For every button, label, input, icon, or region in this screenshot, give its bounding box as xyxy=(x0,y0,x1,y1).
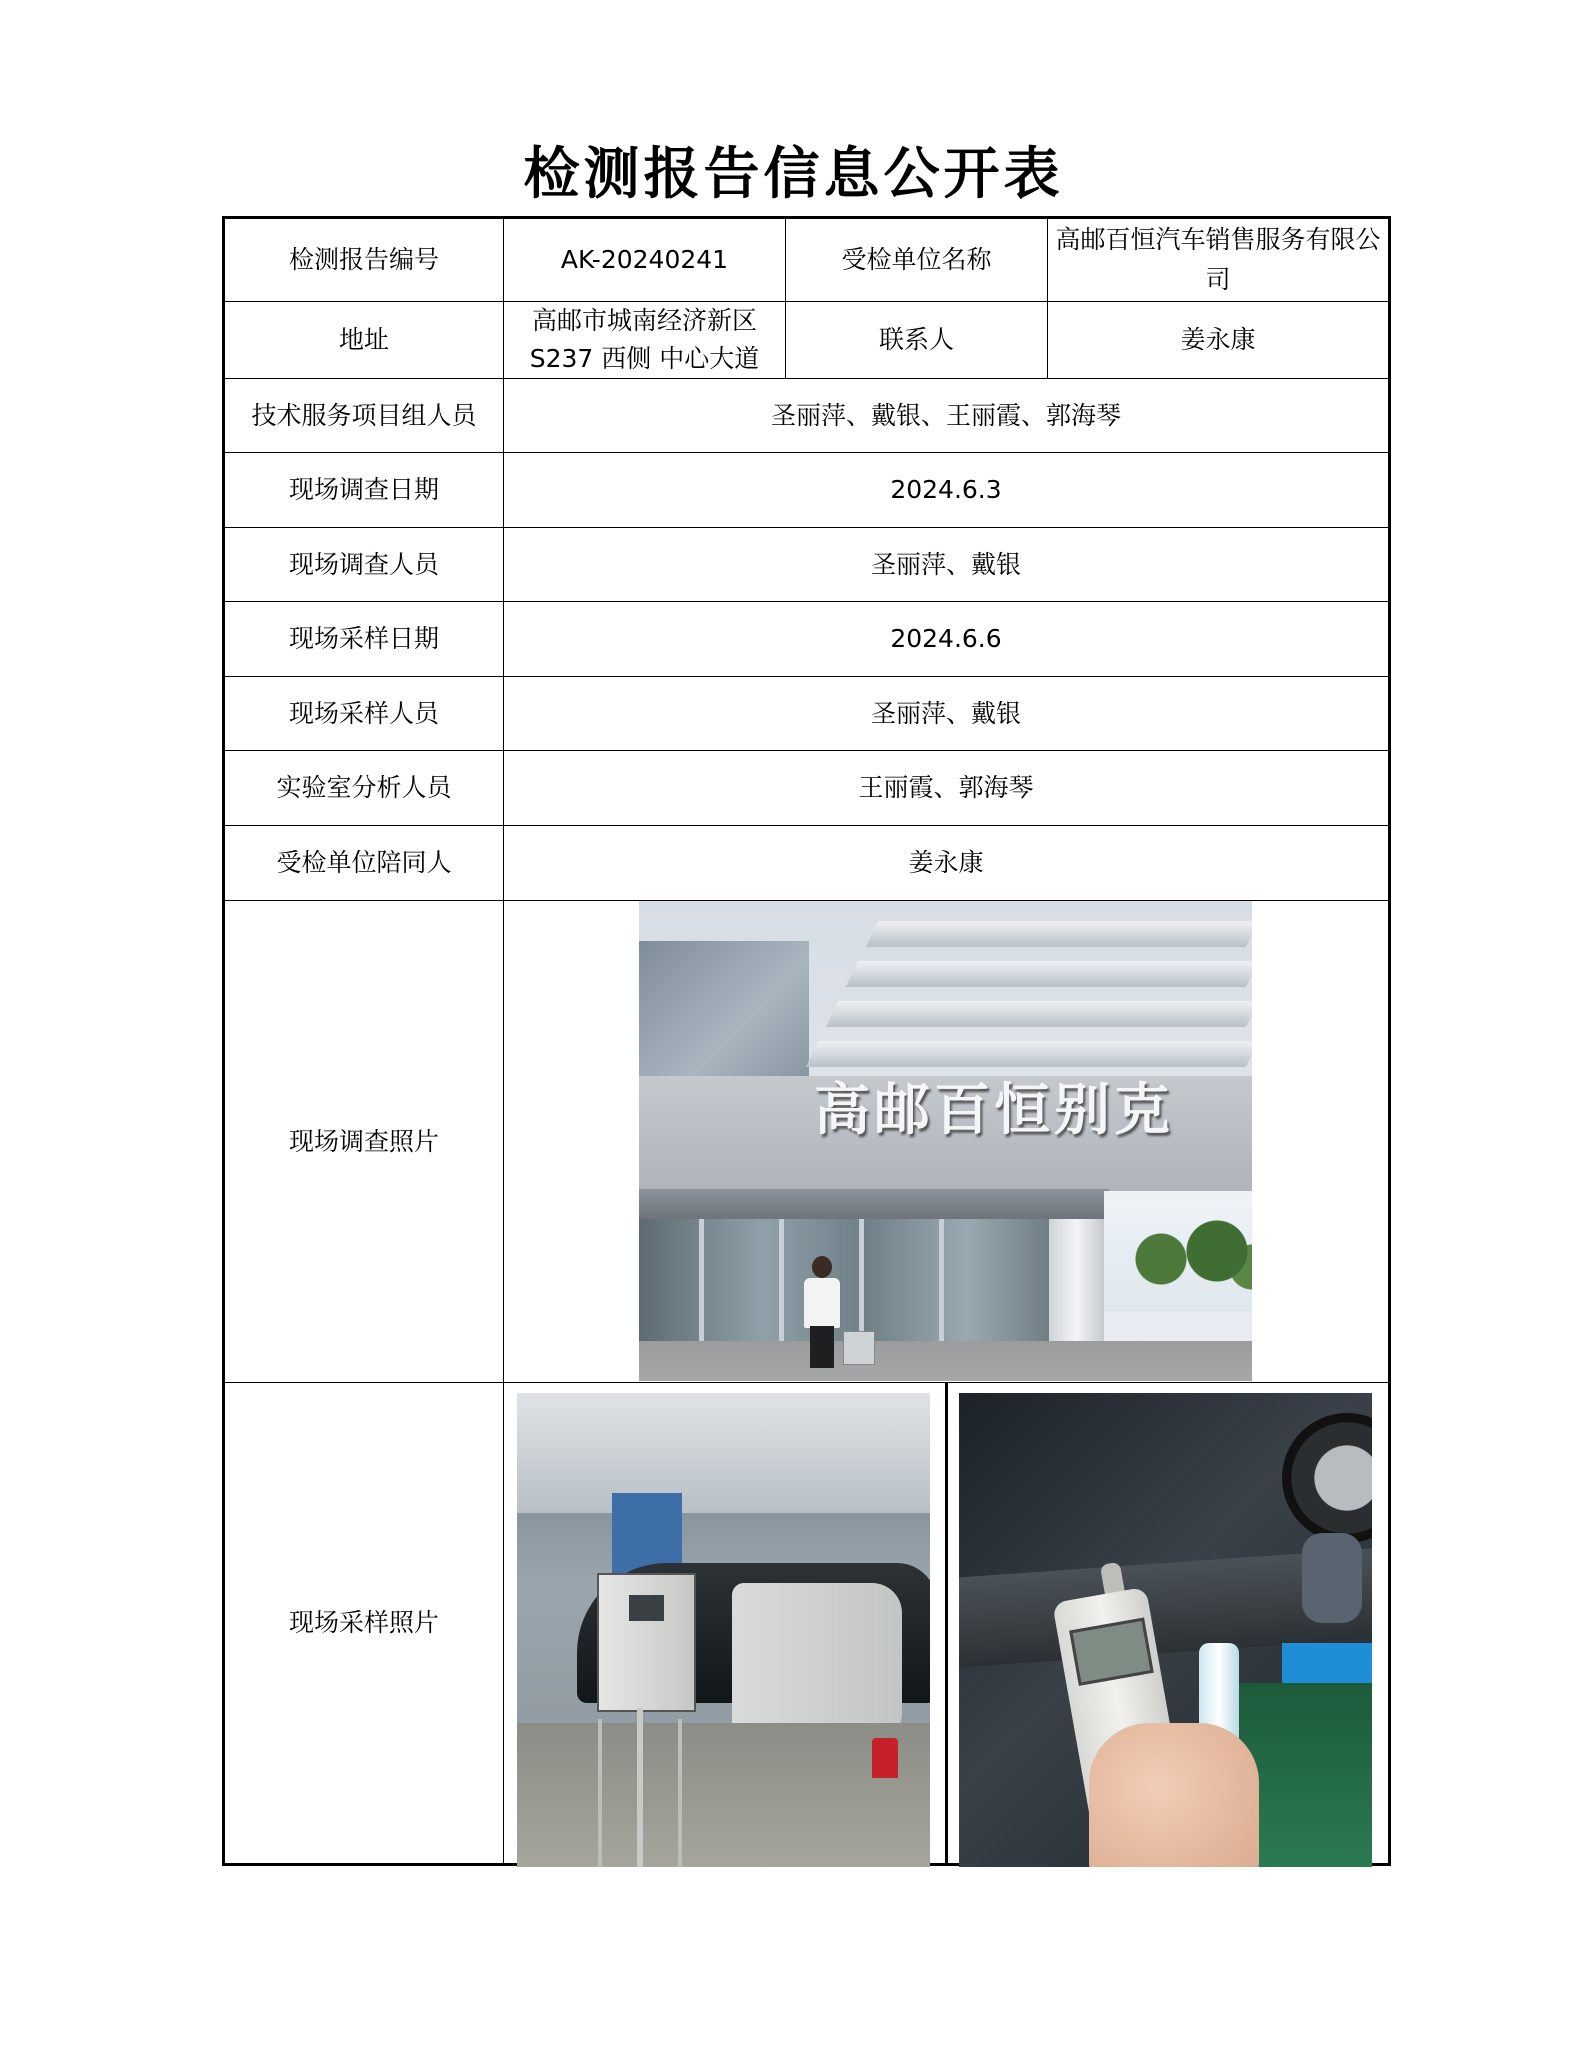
photo-divider xyxy=(945,1383,948,1865)
photo-canopy-underside xyxy=(639,1189,1109,1219)
photo-mullion xyxy=(779,1219,784,1359)
photo-ground xyxy=(639,1341,1252,1381)
photo-louver xyxy=(826,1001,1252,1027)
address-label: 地址 xyxy=(224,302,504,379)
contact-value: 姜永康 xyxy=(1048,302,1390,379)
survey-date-label: 现场调查日期 xyxy=(224,453,504,528)
sampling-photo-workshop xyxy=(517,1393,930,1867)
report-no-value: AK-20240241 xyxy=(504,218,786,302)
team-value: 圣丽萍、戴银、王丽霞、郭海琴 xyxy=(504,379,1390,453)
lab-staff-label: 实验室分析人员 xyxy=(224,751,504,826)
sampling-photo-label: 现场采样照片 xyxy=(224,1383,504,1865)
sampling-date-label: 现场采样日期 xyxy=(224,602,504,677)
contact-label: 联系人 xyxy=(786,302,1048,379)
photo-mullion xyxy=(699,1219,704,1359)
photo-worker xyxy=(1302,1533,1362,1623)
photo-storefront-sign: 高邮百恒别克 xyxy=(814,1078,1174,1143)
photo-hand xyxy=(1089,1723,1259,1867)
address-value: 高邮市城南经济新区S237 西侧 中心大道 xyxy=(504,302,786,379)
escort-value: 姜永康 xyxy=(504,826,1390,901)
survey-photo-label: 现场调查照片 xyxy=(224,901,504,1383)
sampling-photo-cell xyxy=(504,1383,1390,1865)
row-escort xyxy=(224,826,1390,901)
report-info-table xyxy=(222,216,1391,1866)
row-report-no xyxy=(224,218,1390,302)
photo-car-door xyxy=(732,1583,902,1743)
survey-staff-label: 现场调查人员 xyxy=(224,528,504,602)
page-title: 检测报告信息公开表 xyxy=(523,141,1064,207)
photo-glass-facade xyxy=(639,941,809,1081)
photo-sampling-instrument xyxy=(597,1573,696,1712)
lab-staff-value: 王丽霞、郭海琴 xyxy=(504,751,1390,826)
sampling-staff-label: 现场采样人员 xyxy=(224,677,504,751)
photo-mullion xyxy=(939,1219,944,1359)
photo-louver xyxy=(846,961,1252,987)
sampling-date-value: 2024.6.6 xyxy=(504,602,1390,677)
photo-wheel xyxy=(1282,1413,1372,1543)
report-no-label: 检测报告编号 xyxy=(224,218,504,302)
photo-floor xyxy=(517,1723,930,1867)
survey-date-value: 2024.6.3 xyxy=(504,453,1390,528)
row-address xyxy=(224,302,1390,379)
photo-louver xyxy=(806,1041,1252,1067)
row-sampling-staff xyxy=(224,677,1390,751)
row-sampling-photo xyxy=(224,1383,1390,1865)
photo-jack-stand xyxy=(872,1738,898,1778)
team-label: 技术服务项目组人员 xyxy=(224,379,504,453)
photo-workshop-wall xyxy=(517,1393,930,1513)
sampling-staff-value: 圣丽萍、戴银 xyxy=(504,677,1390,751)
photo-louver xyxy=(866,921,1252,947)
photo-column xyxy=(1049,1219,1104,1359)
photo-tripod xyxy=(637,1708,643,1867)
survey-staff-value: 圣丽萍、戴银 xyxy=(504,528,1390,602)
row-survey-date xyxy=(224,453,1390,528)
survey-photo xyxy=(639,901,1252,1381)
row-sampling-date xyxy=(224,602,1390,677)
row-survey-staff xyxy=(224,528,1390,602)
unit-name-label: 受检单位名称 xyxy=(786,218,1048,302)
escort-label: 受检单位陪同人 xyxy=(224,826,504,901)
photo-equipment-case xyxy=(843,1331,875,1365)
row-team xyxy=(224,379,1390,453)
photo-trees xyxy=(1119,1211,1252,1291)
unit-name-value: 高邮百恒汽车销售服务有限公司 xyxy=(1048,218,1390,302)
row-lab-staff xyxy=(224,751,1390,826)
survey-photo-cell xyxy=(504,901,1390,1383)
row-survey-photo xyxy=(224,901,1390,1383)
sampling-photo-meter xyxy=(959,1393,1372,1867)
photo-person xyxy=(802,1256,842,1366)
